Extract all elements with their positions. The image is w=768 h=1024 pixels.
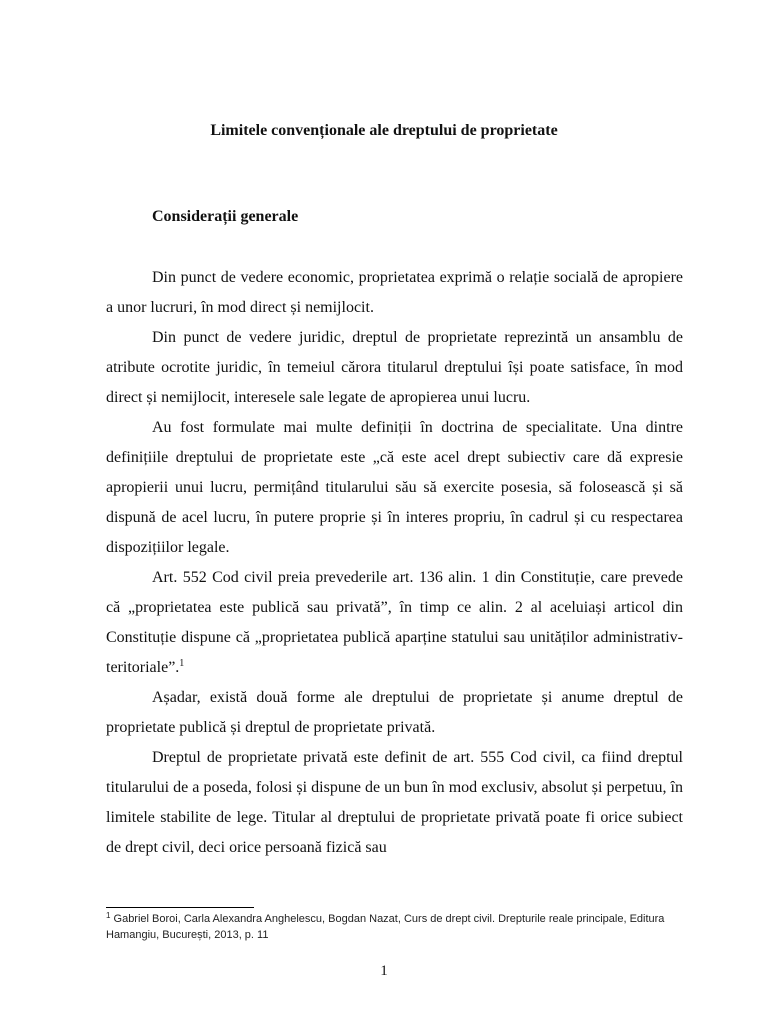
body-text	[106, 263, 683, 863]
paragraph-text: Dreptul de proprietate privată este definit de art. 555 Cod civil, ca fiind dreptul titularului de a poseda, folosi și dispune de un bun în mod exclusiv, absolut și perpetuu, în limitele stabilite de lege. Titular al dreptului de proprietate privată poate fi orice subiect de drept civil, deci orice persoană fizică sau	[106, 749, 683, 856]
footnote-text: Gabriel Boroi, Carla Alexandra Anghelescu, Bogdan Nazat, Curs de drept civil. Drepturile reale principale, Editura Hamangiu, București, 2013, p. 11	[106, 913, 665, 941]
paragraph	[106, 743, 683, 863]
paragraph	[106, 263, 683, 323]
paragraph	[106, 413, 683, 563]
paragraph	[106, 683, 683, 743]
paragraph-text: Din punct de vedere juridic, dreptul de proprietate reprezintă un ansamblu de atribute ocrotite juridic, în temeiul cărora titularul dreptului își poate satisface, în mod direct și nemijlocit, interesele sale legate de apropierea unui lucru.	[106, 329, 683, 406]
paragraph	[106, 323, 683, 413]
section-heading: Considerații generale	[152, 208, 299, 225]
paragraph-text: Așadar, există două forme ale dreptului de proprietate și anume dreptul de proprietate publică și dreptul de proprietate privată.	[106, 689, 683, 736]
footnote-marker: 1	[106, 911, 111, 920]
footnote-separator	[106, 907, 254, 908]
paragraph-text: Art. 552 Cod civil preia prevederile art. 136 alin. 1 din Constituție, care prevede că „proprietatea este publică sau privată”, în timp ce alin. 2 al aceluiași articol din Constituție dispune că „proprietatea publică aparține statului sau unităților administrativ-teritoriale”.	[106, 569, 683, 676]
footnote	[106, 911, 686, 943]
paragraph-text: Au fost formulate mai multe definiții în doctrina de specialitate. Una dintre definițiile dreptului de proprietate este „că este acel drept subiectiv care dă expresie apropierii unui lucru, permițând titularului său să exercite posesia, să folosească și să dispună de acel lucru, în putere proprie și în interes propriu, în cadrul și cu respectarea dispozițiilor legale.	[106, 419, 683, 556]
paragraph-text: Din punct de vedere economic, proprietatea exprimă o relație socială de apropiere a unor lucruri, în mod direct și nemijlocit.	[106, 269, 683, 316]
paragraph	[106, 563, 683, 683]
page-number: 1	[380, 963, 388, 979]
document-title: Limitele convenționale ale dreptului de proprietate	[210, 122, 558, 139]
footnote-reference[interactable]: 1	[179, 658, 185, 669]
